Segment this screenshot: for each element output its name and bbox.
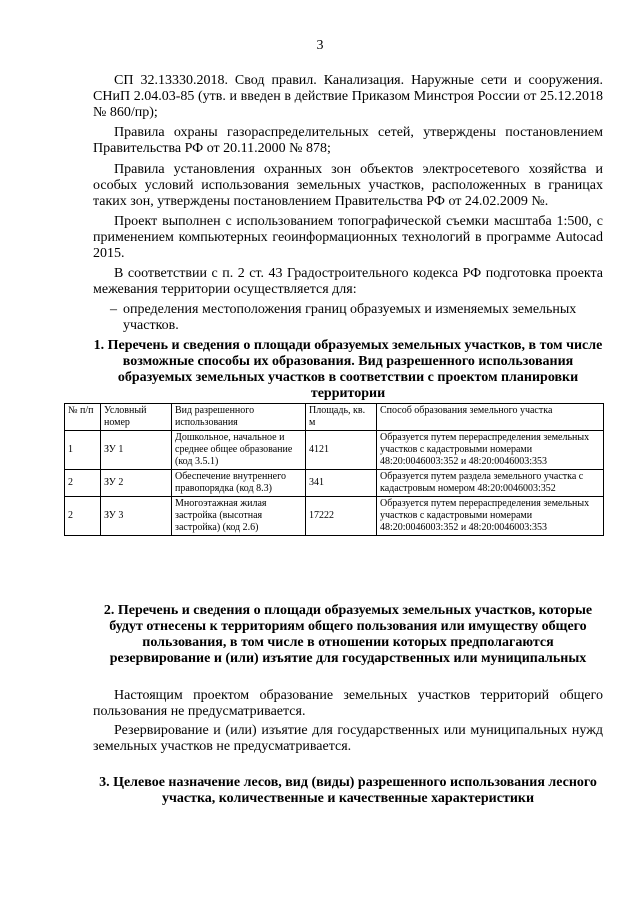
cell-number: 2 [65, 497, 101, 536]
cell-formation-method: Образуется путем перераспределения земельных участков с кадастровыми номерами 48:20:0046003:352 и 48:20:0046003:353 [377, 497, 604, 536]
heading-section-1: 1. Перечень и сведения о площади образуемых земельных участков, в том числе возможные способы их образования. Вид разрешенного использования образуемых земельных участков в соответствии с проектом планировки территории [93, 338, 603, 401]
cell-area: 341 [306, 470, 377, 497]
heading-section-2: 2. Перечень и сведения о площади образуемых земельных участков, которые будут отнесены к территориям общего пользования или имуществу общего пользования, в том числе в отношении которых предполагаются резервирование и (или) изъятие для государственных или муниципальных [103, 603, 593, 666]
bullet-text: определения местоположения границ образуемых и изменяемых земельных участков. [123, 302, 577, 333]
table-header-row [65, 404, 604, 431]
cell-formation-method: Образуется путем раздела земельного участка с кадастровым номером 48:20:0046003:352 [377, 470, 604, 497]
heading-section-3: 3. Целевое назначение лесов, вид (виды) разрешенного использования лесного участка, количественные и качественные характеристики [99, 775, 597, 806]
cell-area: 4121 [306, 431, 377, 470]
paragraph-reservation: Резервирование и (или) изъятие для государственных или муниципальных нужд земельных участков не предусматривается. [93, 723, 603, 754]
cell-area: 17222 [306, 497, 377, 536]
paragraph-sp-reference: СП 32.13330.2018. Свод правил. Канализация. Наружные сети и сооружения. СНиП 2.04.03-85 (утв. и введен в действие Приказом Минстроя России от 25.12.2018 № 860/пр); [93, 73, 603, 120]
header-formation-method: Способ образования земельного участка [377, 404, 604, 431]
cell-permitted-use: Обеспечение внутреннего правопорядка (код 8.3) [172, 470, 306, 497]
cell-number: 2 [65, 470, 101, 497]
cell-permitted-use: Многоэтажная жилая застройка (высотная застройка) (код 2.6) [172, 497, 306, 536]
bullet-item [93, 302, 603, 334]
paragraph-public-use: Настоящим проектом образование земельных участков территорий общего пользования не предусматривается. [93, 688, 603, 719]
table-row [65, 497, 604, 536]
paragraph-accordance: В соответствии с п. 2 ст. 43 Градостроительного кодекса РФ подготовка проекта межевания территории осуществляется для: [93, 266, 603, 297]
header-conditional-number: Условный номер [101, 404, 172, 431]
paragraph-protection-zones: Правила установления охранных зон объектов электросетевого хозяйства и особых условий использования земельных участков, расположенных в границах таких зон, утверждены постановлением Правительства РФ от 24.02.2009 №. [93, 162, 603, 209]
cell-conditional-number: ЗУ 1 [101, 431, 172, 470]
table-row [65, 431, 604, 470]
header-number: № п/п [65, 404, 101, 431]
cell-formation-method: Образуется путем перераспределения земельных участков с кадастровыми номерами 48:20:0046003:352 и 48:20:0046003:353 [377, 431, 604, 470]
bullet-dash: – [110, 302, 117, 317]
cell-conditional-number: ЗУ 2 [101, 470, 172, 497]
cell-conditional-number: ЗУ 3 [101, 497, 172, 536]
paragraph-gas-rules: Правила охраны газораспределительных сетей, утверждены постановлением Правительства РФ от 20.11.2000 № 878; [93, 125, 603, 156]
land-plots-table [64, 403, 604, 536]
header-permitted-use: Вид разрешенного использования [172, 404, 306, 431]
cell-permitted-use: Дошкольное, начальное и среднее общее образование (код 3.5.1) [172, 431, 306, 470]
header-area: Площадь, кв. м [306, 404, 377, 431]
page-number: 3 [316, 38, 324, 53]
paragraph-project-method: Проект выполнен с использованием топографической съемки масштаба 1:500, с применением компьютерных геоинформационных технологий в программе Autocad 2015. [93, 214, 603, 261]
table-row [65, 470, 604, 497]
cell-number: 1 [65, 431, 101, 470]
